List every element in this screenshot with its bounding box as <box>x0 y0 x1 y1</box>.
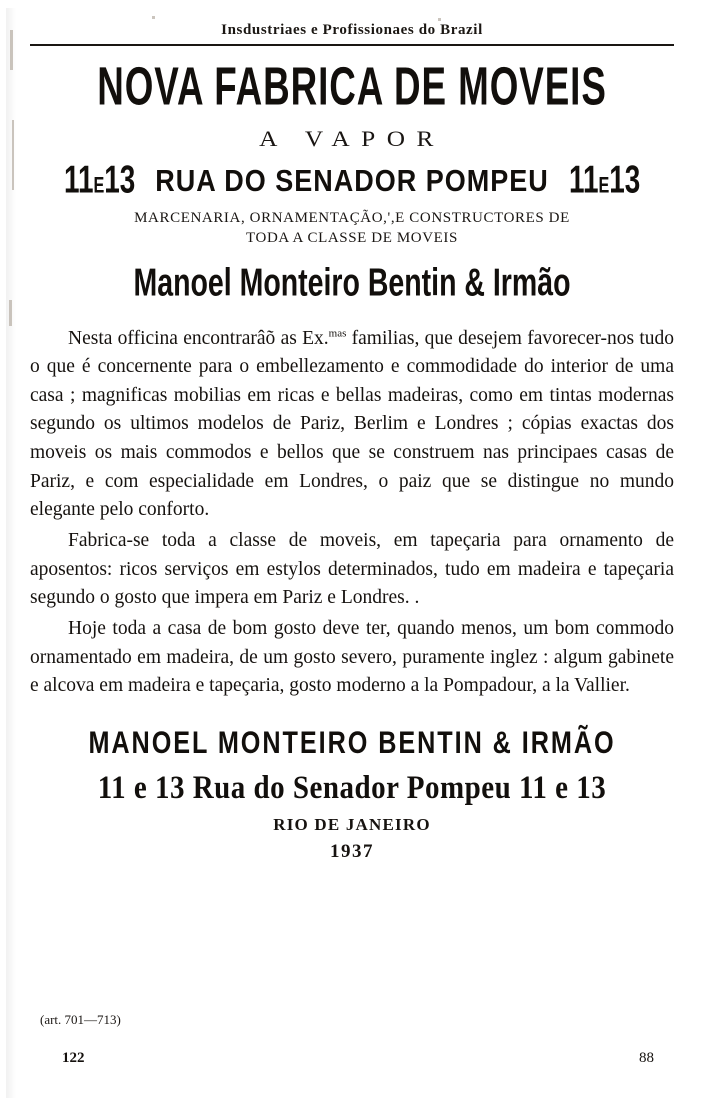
address-number-left <box>64 158 135 203</box>
address-number-right-second: 13 <box>609 157 641 202</box>
scan-speck <box>10 30 13 70</box>
scan-speck <box>438 18 441 21</box>
footer-address: 11 e 13 Rua do Senador Pompeu 11 e 13 <box>97 770 607 806</box>
running-head: Insdustriaes e Profissionaes do Brazil <box>221 22 483 38</box>
address-conjunction-right: E <box>598 172 610 198</box>
paragraph-3: Hoje toda a casa de bom gosto deve ter, quando menos, um bom commodo ornamentado em madeira, de um gosto severo, puramente inglez : algum gabinete e alcova em madeira e tapeçaria, gosto moderno a la Pompadour, a la Vallier. <box>30 618 674 697</box>
scan-speck <box>9 300 12 326</box>
header-rule <box>30 44 674 46</box>
paragraph-1 <box>30 325 674 526</box>
address-headline <box>30 157 674 202</box>
folio-left: 122 <box>62 1050 85 1066</box>
subtitle-steam-powered: A VAPOR <box>259 126 445 151</box>
address-conjunction-left: E <box>93 172 105 198</box>
trade-description-line-2: TODA A CLASSE DE MOVEIS <box>246 230 458 247</box>
scan-edge-artifact <box>6 8 16 1098</box>
footer-city: RIO DE JANEIRO <box>273 815 431 835</box>
footer-firm-name: MANOEL MONTEIRO BENTIN & IRMÃO <box>88 723 616 761</box>
footer-year: 1937 <box>330 841 374 863</box>
scan-speck <box>152 16 155 19</box>
page-content <box>30 22 674 863</box>
advertisement-body <box>30 325 674 702</box>
paragraph-1-superscript: mas <box>328 327 347 339</box>
trade-description <box>30 208 674 249</box>
article-reference: (art. 701—713) <box>40 1012 121 1027</box>
folio-right: 88 <box>639 1050 654 1066</box>
address-number-right <box>569 158 640 203</box>
address-number-right-first: 11 <box>568 157 599 202</box>
street-name: RUA DO SENADOR POMPEU <box>155 164 549 198</box>
page-title: NOVA FABRICA DE MOVEIS <box>97 57 607 117</box>
trade-description-line-1: MARCENARIA, ORNAMENTAÇÃO,',E CONSTRUCTORES DE <box>134 210 570 226</box>
address-number-left-second: 13 <box>104 157 136 202</box>
paragraph-1-pre: Nesta officina encontrarâõ as Ex. <box>68 327 329 349</box>
firm-name: Manoel Monteiro Bentin & Irmão <box>133 261 571 305</box>
paragraph-1-post: familias, que desejem favorecer-nos tudo o que é concernente para o embellezamento e commodidade do interior de uma casa ; magnificas mobilias em ricas e bellas madeiras, como em tintas modernas segundo os ultimos modelos de Pariz, Berlim e Londres ; cópias exactas dos moveis os mais commodos e bellos que se construem nas principaes casas de Pariz, e com especialidade em Londres, o paiz que se distingue no mundo elegante pelo conforto. <box>30 327 675 521</box>
address-number-left-first: 11 <box>63 157 94 202</box>
paragraph-2: Fabrica-se toda a classe de moveis, em tapeçaria para ornamento de aposentos: ricos serviços em estylos determinados, tudo em madeira e tapeçaria segundo o gosto que impera em Pariz e Londres. . <box>30 530 674 609</box>
